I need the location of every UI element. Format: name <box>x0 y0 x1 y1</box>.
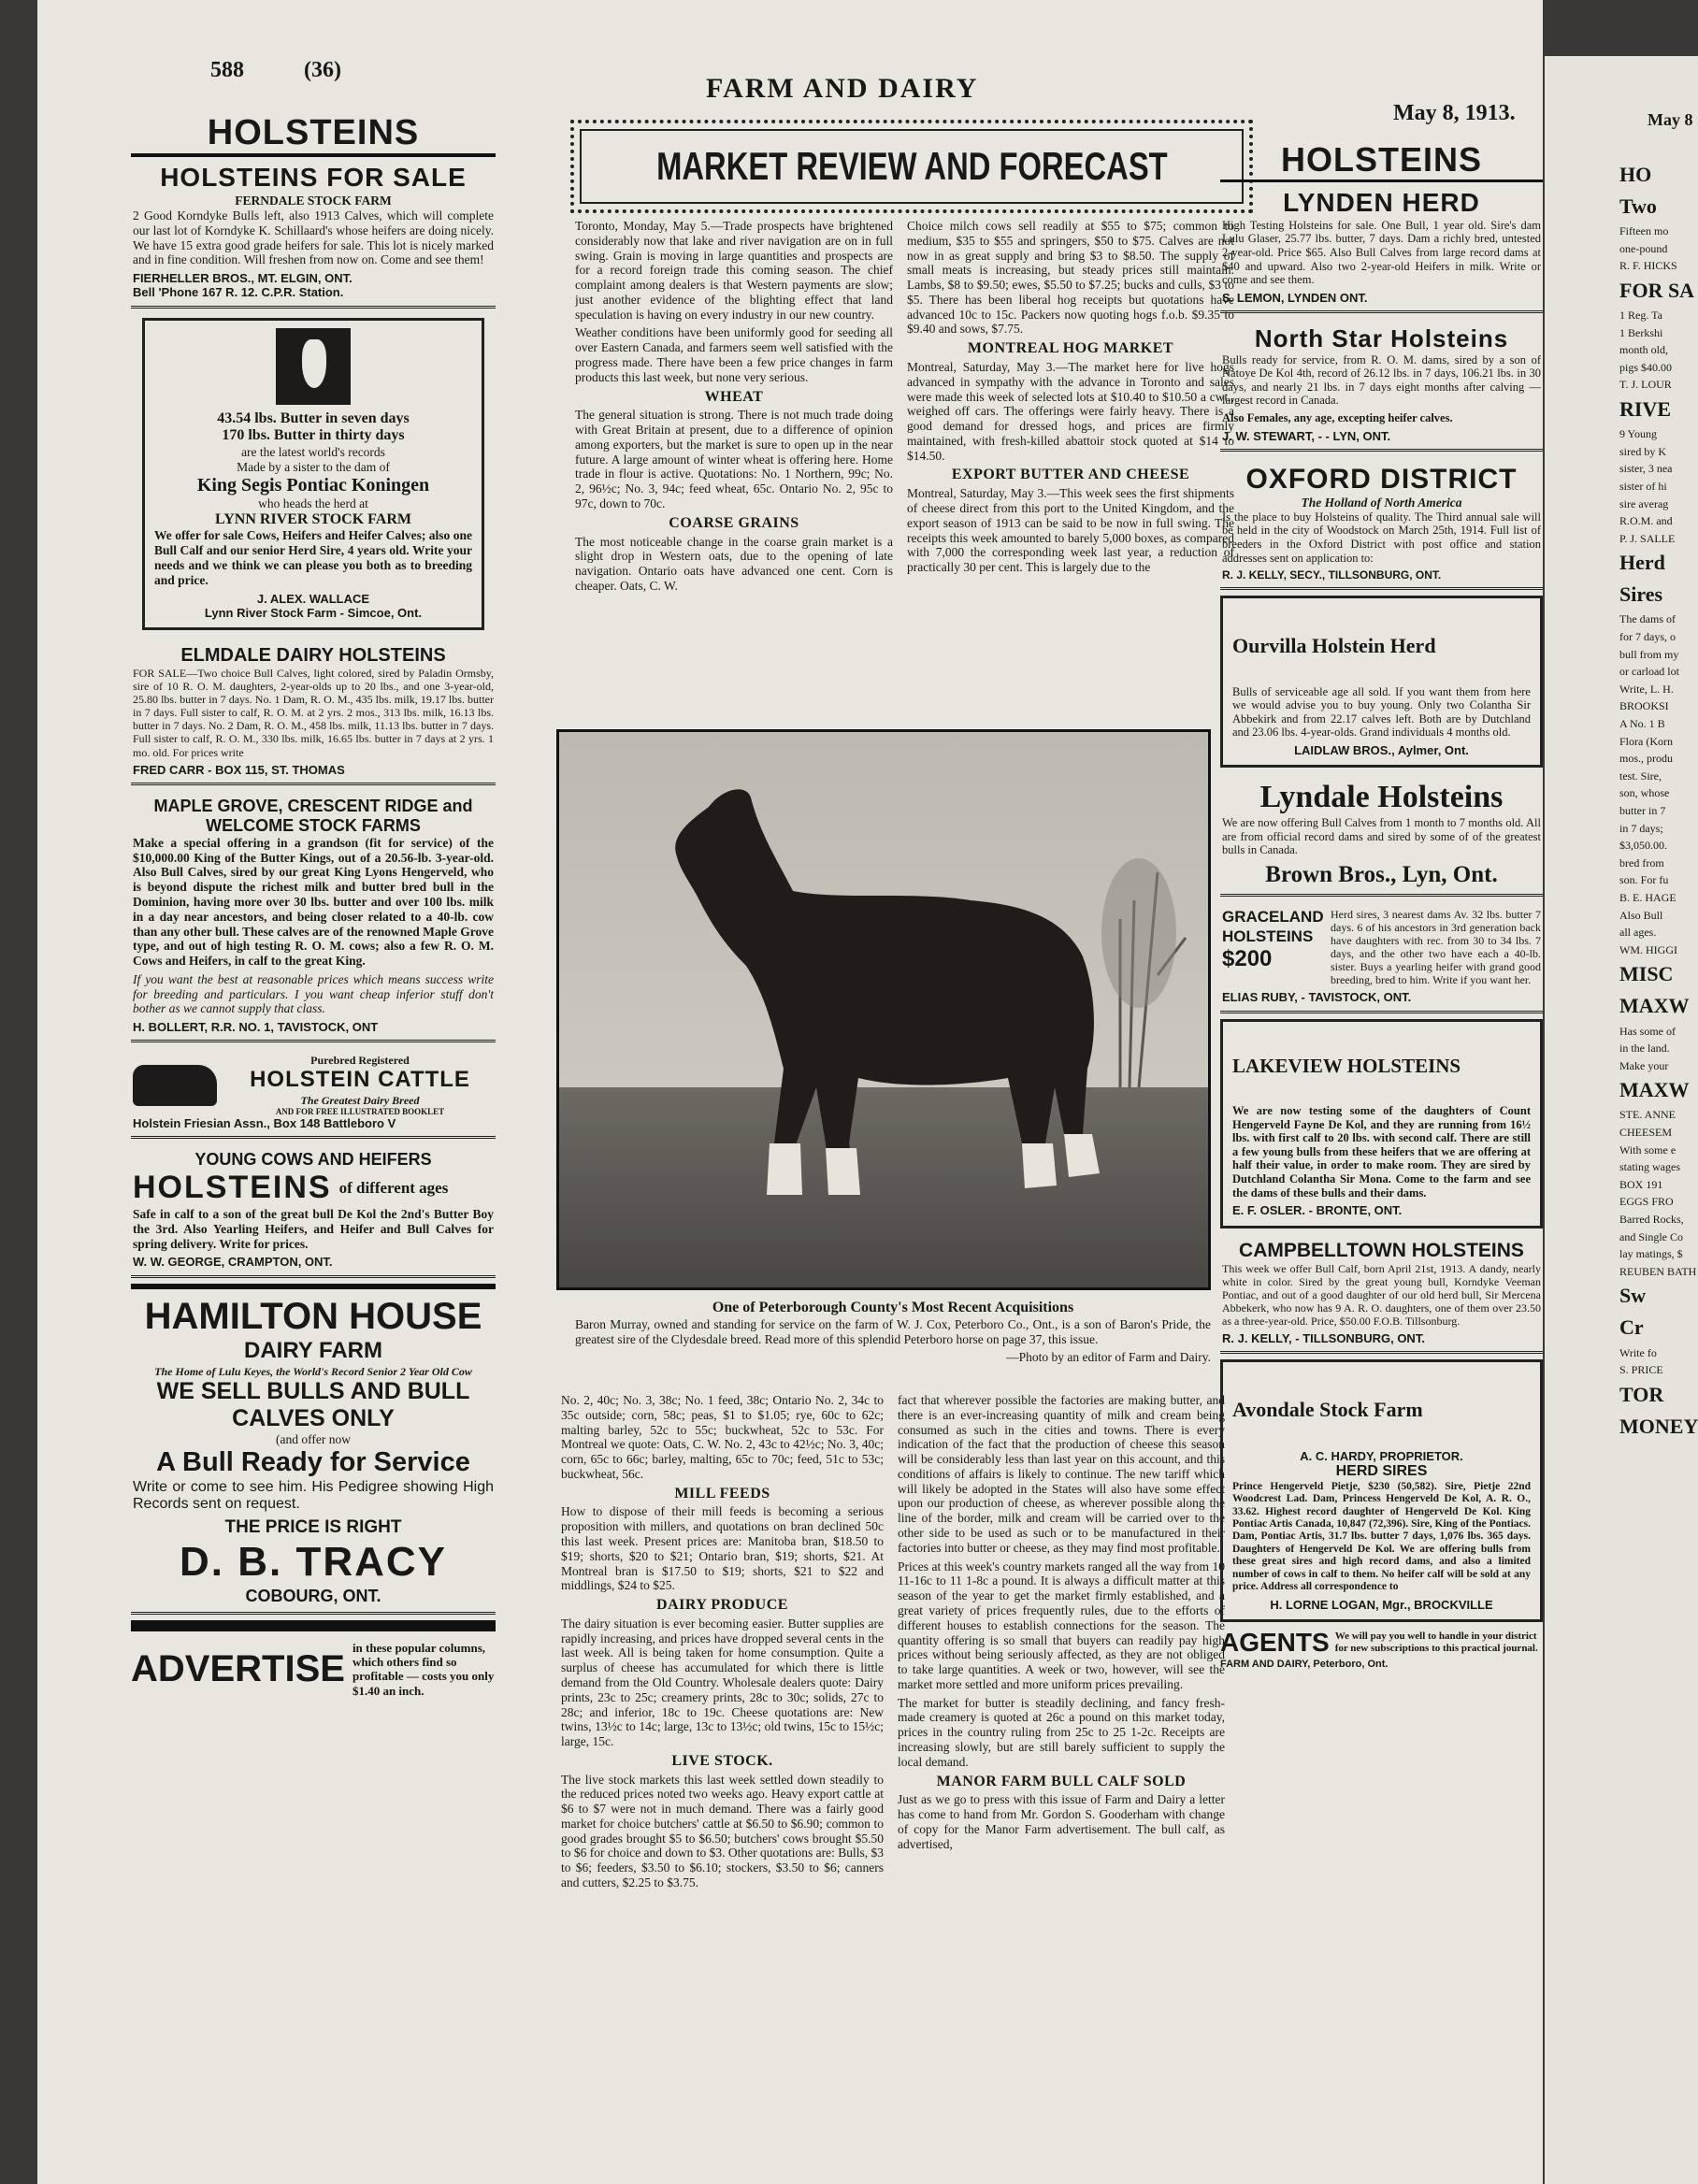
ad-body: Write or come to see him. His Pedigree showing High Records sent on request. <box>133 1478 494 1513</box>
country-markets-paragraph: Prices at this week's country markets ranged all the way from 10 11-16c to 11 1-8c a pound. It is always a difficult matter at this season of the year to get the market firmly established, and a great variety of prices frequently rules, due to the efforts of different houses to establish connections for the season. The quantity offering is so small that buyers can readily pay high prices without being seriously affected, as they are not obliged to take large quantities. A week or two, however, will see the market more settled and more uniform prices prevailing. <box>898 1559 1225 1691</box>
market-column-4 <box>898 1393 1225 2029</box>
adjacent-page-fragment: BOX 191 <box>1619 1177 1663 1191</box>
ad-title: MAPLE GROVE, CRESCENT RIDGE and WELCOME STOCK FARMS <box>153 796 473 835</box>
adjacent-page-fragment: P. J. SALLE <box>1619 531 1676 545</box>
ad-title: GRACELAND HOLSTEINS <box>1222 908 1324 945</box>
butter-paragraph: The market for butter is steadily declining, and fancy fresh-made creamery is quoted at 26c a pound on this market today, prices in the country ruling from 25c to 25 1-2c. Receipts are increasing slowly, but are still barely sufficient to supply the local demand. <box>898 1695 1225 1769</box>
market-weather-paragraph: Weather conditions have been uniformly good for seeding all over Eastern Canada, and farmers seem well satisfied with the progress made. There have been a few price changes in farm products this last week, but none very serious. <box>575 325 893 384</box>
ad-body: We are now offering Bull Calves from 1 month to 7 months old. All are from official record dams and sired by some of of the greatest bulls in Canada. <box>1222 816 1541 857</box>
ad-title: ADVERTISE <box>131 1647 345 1689</box>
ad-line1: The Home of Lulu Keyes, the World's Record Senior 2 Year Old Cow <box>154 1364 472 1378</box>
newspaper-page <box>37 0 1543 2184</box>
adjacent-page-fragment: TOR <box>1619 1382 1664 1406</box>
ad-signature-line2: Lynn River Stock Farm - Simcoe, Ont. <box>204 605 423 620</box>
grains-continued: No. 2, 40c; No. 3, 38c; No. 1 feed, 38c; Ontario No. 2, 34c to 35c outside; corn, 58c; peas, $1 to $1.05; rye, 60c to 62c; malting barley, 52c to 55c; buckwheat, 52c to 53c. For Montreal we quote: Oats, C. W. No. 2, 43c to 42½c; No. 3, 40c; corn, 65c to 66c; barley, malting, 65c to 70c; feed, 51c to 53c; buckwheat, 56c. <box>561 1393 884 1481</box>
adjacent-page-fragment: Sires <box>1619 582 1663 607</box>
photo-credit: —Photo by an editor of Farm and Dairy. <box>1006 1350 1211 1365</box>
left-ads-column <box>131 112 496 2019</box>
ad-signature: Brown Bros., Lyn, Ont. <box>1265 861 1498 887</box>
ad-title: North Star Holsteins <box>1254 324 1509 353</box>
north-star-ad <box>1220 319 1543 452</box>
adjacent-page-fragment: With some e <box>1619 1142 1676 1157</box>
adjacent-page-fragment: butter in 7 <box>1619 804 1666 817</box>
adjacent-page-fragment: CHEESEM <box>1619 1126 1673 1139</box>
ad-signature: LAIDLAW BROS., Aylmer, Ont. <box>1294 743 1469 758</box>
ad-body: Make a special offering in a grandson (fit for service) of the $10,000.00 King of the Butter Kings, out of a 20.56-lb. 3-year-old. Also Bull Calves, sired by our great King Lyons Hengerveld, who is beyond dispute the richest milk and butter bred bull in the Dominion, having more over 30 lbs. butter and over 100 lbs. milk in a day near ancestors, and being closer related to a 40-lb. cow than any other bull. These calves are of the renowned Maple Grove type, and out of high testing R. O. M. cows; also a few R. O. M. Cows and Heifers, in calf to the great King. <box>133 835 494 969</box>
adjacent-page-fragment: mos., produ <box>1619 752 1673 766</box>
ad-title: CAMPBELLTOWN HOLSTEINS <box>1239 1239 1524 1261</box>
market-title-box <box>570 120 1253 213</box>
adjacent-page-fragment: sire averag <box>1619 496 1669 510</box>
adjacent-page-fragment: Also Bull <box>1619 908 1663 922</box>
graceland-ad <box>1220 902 1543 1013</box>
adjacent-page-fragment: month old, <box>1619 343 1669 357</box>
ourvilla-ad <box>1220 596 1543 768</box>
market-column-3 <box>561 1393 884 2029</box>
livestock-prices-paragraph: Choice milch cows sell readily at $55 to $75; common to medium, $35 to $55 and springers, $50 to $75. Calves are not now in as great supply and bring $3 to $8.50. The supply of small meats is increasing, but steady prices still maintain. Lambs, $8 to $9.50; ewes, $5.50 to $7.25; bucks and culls, $3 to $5. There has been liberal hog receipts but quotations have advanced 10c to 15c. Packers now quoting hogs f.o.b. $9.35 to $9.40 and sows, $7.75. <box>907 219 1234 337</box>
horse-photo <box>556 729 1211 1290</box>
ad-line1: 43.54 lbs. Butter in seven days <box>217 410 410 426</box>
adjacent-page-fragment: sister, 3 nea <box>1619 462 1673 476</box>
photo-caption <box>575 1300 1211 1386</box>
adjacent-page-fragment: sister of hi <box>1619 479 1667 493</box>
adjacent-page-fragment: and Single Co <box>1619 1229 1683 1243</box>
mill-paragraph: How to dispose of their mill feeds is becoming a serious proposition with millers, and quotations on bran declined 50c this last week. Present prices are: Manitoba bran, $18.50 to $19; shorts, $20 to $21; Ontario bran, $19; shorts, $21. At Montreal bran is $17.50 to $19; shorts, $21 to $22 and middlings, $24 to $25. <box>561 1504 884 1593</box>
dairy-paragraph: The dairy situation is ever becoming easier. Butter supplies are rapidly increasing, and prices have dropped several cents in the last week. All is being taken for home consumption. Quite a surplus of cheese has accumulated for which there is little demand from the Old Country. Wholesale dealers quote: Dairy prints, 23c to 25c; creamery prints, 28c to 30c; solids, 27c to 28c; and inferior, 18c to 19c. Cheese quotations are: New twins, 13½c to 14c; large, 13c to 13½c; old twins, 15c to 15½c; large, 15c. <box>561 1616 884 1749</box>
right-ads-column <box>1220 140 1543 2029</box>
advertise-ad <box>131 1641 496 1698</box>
ad-body: Safe in calf to a son of the great bull De Kol the 2nd's Butter Boy the 3rd. Also Yearling Heifers, and Heifer and Bull Calves for spring delivery. Write for prices. <box>133 1207 494 1251</box>
ad-line3: (and offer now <box>276 1432 351 1447</box>
livestock-paragraph: The live stock markets this last week settled down steadily to the reduced prices noted two weeks ago. Heavy export cattle at $6 to $7 were not in much demand. There was a fairly good market for choice butchers' cattle at $6.50 to $6.90; common to good grades brought $5 to $6.50; butchers' cows brought $5.50 to $6 for choice and down to $3. Other quotations are: Bulls, $3 to $6; feeders, $3.50 to $6.10; stockers, $3.50 to $6; canners and cutters, $2.25 to $3.75. <box>561 1772 884 1890</box>
adjacent-page-fragment: B. E. HAGE <box>1619 890 1676 904</box>
caption-body: Baron Murray, owned and standing for service on the farm of W. J. Cox, Peterboro Co., Ont., is a son of Baron's Pride, the greatest sire of the Clydesdale breed. Read more of this splendid Peterboro horse on page 37, this issue. <box>575 1316 1211 1346</box>
ad-town: COBOURG, ONT. <box>245 1586 381 1605</box>
adjacent-page-fragment: Barred Rocks, <box>1619 1212 1684 1226</box>
manor-paragraph: Just as we go to press with this issue of Farm and Dairy a letter has come to hand from Mr. Gordon S. Gooderham with change of copy for the Manor Farm advertisement. The bull calf, as advertised, <box>898 1792 1225 1851</box>
maple-grove-ad <box>131 791 496 1043</box>
ad-title: HOLSTEINS <box>133 1170 332 1206</box>
campbelltown-ad <box>1220 1234 1543 1355</box>
ad-signature: J. ALEX. WALLACE <box>256 591 370 606</box>
ad-italic-note: If you want the best at reasonable prices which means success write for breeding and particulars. I you want cheap inferior stuff don't bother as we cannot supply that class. <box>133 971 494 1016</box>
ferndale-ad <box>131 157 496 308</box>
adjacent-page-fragment: MAXW <box>1619 1078 1690 1102</box>
adjacent-page-fragment: lay matings, $ <box>1619 1247 1683 1261</box>
ad-title: Ourvilla Holstein Herd <box>1232 633 1436 657</box>
adjacent-page-fragment: T. J. LOUR <box>1619 378 1672 392</box>
ad-body: FOR SALE—Two choice Bull Calves, light colored, sired by Paladin Ormsby, sire of 10 R. O. M. daughters, 2-year-olds up to 20 lbs., and one 3-year-old, 25.80 lbs. butter in 7 days. No. 1 Dam, R. O. M., 435 lbs. milk, 19.17 lbs. butter in 7 days. Full sister to calf, R. O. M. at 2 yrs. 2 mos., 313 lbs. milk, 16.13 lbs. butter in 7 days. No. 2 Dam, R. O. M., 458 lbs. milk, 11.13 lbs. butter in 7 days. Full sister to calf, R. O. M., 330 lbs. milk, 16.65 lbs. butter in 7 days at 2 yrs. 1 mo. old. For prices write <box>133 667 494 759</box>
ad-line1: Purebred Registered <box>310 1054 410 1068</box>
ad-subtitle: DAIRY FARM <box>243 1338 382 1364</box>
ad-signature: Holstein Friesian Assn., Box 148 Battleboro V <box>133 1116 396 1131</box>
adjacent-page-fragment: in the land. <box>1619 1042 1670 1056</box>
ad-line5: THE PRICE IS RIGHT <box>224 1517 402 1538</box>
ad-signature: ELIAS RUBY, - TAVISTOCK, ONT. <box>1222 990 1412 1005</box>
adjacent-page-fragment: 1 Reg. Ta <box>1619 309 1662 323</box>
caption-title: One of Peterborough County's Most Recent Acquisitions <box>712 1300 1074 1315</box>
ad-signature-line2: Bell 'Phone 167 R. 12. C.P.R. Station. <box>133 285 344 300</box>
adjacent-page-fragment: MISC <box>1619 962 1674 986</box>
cattle-icon <box>133 1065 217 1106</box>
ad-title: Lyndale Holsteins <box>1259 780 1504 815</box>
ad-body: We offer for sale Cows, Heifers and Heifer Calves; also one Bull Calf and our senior Herd Sire, 4 years old. Write your needs and we think we can please you both as to breeding and price. <box>154 528 472 587</box>
masthead-title: FARM AND DAIRY <box>706 73 979 104</box>
ad-proprietor: A. C. HARDY, PROPRIETOR. <box>1300 1448 1463 1463</box>
adjacent-page-fragment: REUBEN BATH <box>1619 1264 1697 1278</box>
divider <box>131 1620 496 1631</box>
ad-name: D. B. TRACY <box>180 1539 447 1586</box>
ad-price: $200 <box>1222 945 1273 971</box>
lakeview-ad <box>1220 1019 1543 1228</box>
adjacent-page-fragment: all ages. <box>1619 926 1657 940</box>
ad-title: Avondale Stock Farm <box>1232 1397 1423 1421</box>
adjacent-page-fragment: in 7 days; <box>1619 821 1663 835</box>
ad-body: We will pay you well to handle in your district for new subscriptions to this practical journal. <box>1334 1631 1538 1655</box>
adjacent-page-fragment: Sw <box>1619 1284 1647 1308</box>
adjacent-page-fragment: stating wages <box>1619 1160 1680 1174</box>
ad-body: This week we offer Bull Calf, born April 21st, 1913. A dandy, nearly white in color. Sired by the great young bull, Korndyke Veeman Pontiac, and out of a good daughter of our old herd bull, Sir Mercena Abbekerk, who now has 9 A. R. O. daughters, one of them over 23.50 as a three-year-old. Price, $50.00 F.O.B. Tillsonburg. <box>1222 1262 1541 1329</box>
ad-body: in these popular columns, which others find so profitable — costs you only $1.40 an inch. <box>352 1640 495 1698</box>
ad-title: ELMDALE DAIRY HOLSTEINS <box>180 644 446 666</box>
market-title: MARKET REVIEW AND FORECAST <box>655 144 1168 188</box>
cow-head-shape <box>302 339 326 388</box>
column-heading: HOLSTEINS <box>1220 140 1543 182</box>
ad-signature: FRED CARR - BOX 115, ST. THOMAS <box>133 762 345 777</box>
lyndale-ad <box>1220 773 1543 897</box>
adjacent-page-fragment: Flora (Korn <box>1619 734 1673 748</box>
adjacent-page-fragment: RIVE <box>1619 397 1672 422</box>
adjacent-page-fragment: Write, L. H. <box>1619 682 1674 696</box>
adjacent-page-fragment: S. PRICE <box>1619 1363 1663 1377</box>
george-ad <box>131 1144 496 1277</box>
ad-farm: LYNN RIVER STOCK FARM <box>215 510 411 527</box>
adjacent-page-fragment: Two <box>1619 194 1657 219</box>
adjacent-page-fragment: Make your <box>1619 1058 1669 1072</box>
adjacent-page-fragment: for 7 days, o <box>1619 630 1676 644</box>
ad-signature: W. W. GEORGE, CRAMPTON, ONT. <box>133 1255 333 1270</box>
ad-signature: H. BOLLERT, R.R. NO. 1, TAVISTOCK, ONT <box>133 1020 379 1035</box>
ad-line2: 170 lbs. Butter in thirty days <box>222 427 405 444</box>
adjacent-page-fragment: Herd <box>1619 551 1665 575</box>
ad-body-2: Also Females, any age, excepting heifer calves. <box>1222 411 1453 425</box>
adjacent-page-fragment: FOR SA <box>1619 278 1695 302</box>
ad-signature: E. F. OSLER. - BRONTE, ONT. <box>1232 1203 1403 1218</box>
adjacent-page-fragment: son. For fu <box>1619 873 1669 887</box>
market-column-2 <box>907 219 1234 742</box>
adjacent-page-fragment: Has some of <box>1619 1024 1676 1038</box>
elmdale-ad <box>131 639 496 785</box>
ad-line5: who heads the herd at <box>258 496 368 510</box>
adjacent-page-fragment: bull from my <box>1619 647 1679 661</box>
section-heading-export: EXPORT BUTTER AND CHEESE <box>951 467 1190 483</box>
cow-head-logo <box>276 328 351 405</box>
ad-line3: are the latest world's records <box>241 444 385 459</box>
section-heading-dairy: DAIRY PRODUCE <box>656 1597 788 1614</box>
section-heading-manor: MANOR FARM BULL CALF SOLD <box>936 1773 1187 1789</box>
adjacent-page-fragment: MAXW <box>1619 994 1690 1018</box>
ad-line2: The Greatest Dairy Breed <box>300 1093 420 1107</box>
ad-sires-heading: HERD SIRES <box>1335 1462 1428 1479</box>
adjacent-page-fragment: pigs $40.00 <box>1619 360 1673 374</box>
issue-date: May 8, 1913. <box>1393 101 1516 125</box>
wheat-paragraph: The general situation is strong. There is not much trade doing with Great Britain at present, due to a difference of opinion among exporters, but the market is sure to open up in the near future. A large amount of winter wheat is offering here. Home trade in flour is active. Quotations: No. 1 Northern, 99c; No. 2, 96½c; No. 3, 94c; feed wheat, 65c. Ontario No. 2, 95c to 97c, down to 70c. <box>575 408 893 510</box>
adjacent-page-date: May 8 <box>1648 110 1693 129</box>
ad-signature: FIERHELLER BROS., MT. ELGIN, ONT. <box>133 271 353 286</box>
ad-title: HOLSTEINS FOR SALE <box>160 163 467 193</box>
adjacent-page-fragment: 1 Berkshi <box>1619 325 1663 339</box>
adjacent-page-fragment: $3,050.00. <box>1619 839 1667 853</box>
adjacent-page-fragment: HO <box>1619 163 1652 186</box>
export-paragraph: Montreal, Saturday, May 3.—This week sees the first shipments of cheese direct from this port to the United Kingdom, and the export season of 1913 can be said to be now in full swing. The receipts this week amounted to barely 5,000 boxes, as compared with 7,000 the corresponding week last year, a reduction of practically 30 per cent. This is largely due to the <box>907 486 1234 575</box>
adjacent-page-fragment: or carload lot <box>1619 665 1679 679</box>
ad-signature: J. W. STEWART, - - LYN, ONT. <box>1222 428 1391 443</box>
adjacent-page-fragment: R.O.M. and <box>1619 514 1673 528</box>
holstein-association-ad <box>131 1048 496 1139</box>
ad-line4: Made by a sister to the dam of <box>237 459 390 474</box>
ad-subtitle: FERNDALE STOCK FARM <box>235 194 392 208</box>
adjacent-page-fragment: son, whose <box>1619 786 1670 800</box>
issue-number: (36) <box>304 58 341 82</box>
adjacent-page-fragment: test. Sire, <box>1619 769 1662 783</box>
market-intro-paragraph: Toronto, Monday, May 5.—Trade prospects have brightened considerably now that lake and river navigation are on in full swing. Grain is moving in large quantities and prospects are for a record foreign trade this coming season. The chief complaint among dealers is that Western payments are slow; just another evidence of the blighting effect that land speculation is having on every industry in our new country. <box>575 219 893 322</box>
ad-title: LYNDEN HERD <box>1283 188 1480 218</box>
hog-paragraph: Montreal, Saturday, May 3.—The market here for live hogs advanced in sympathy with the advance in Toronto and sales were made this week of selected lots at $10.40 to $10.50 a cwt., weighed off cars. The offerings were fairly heavy. There is a good demand for dressed hogs, and prices are firmly maintained, with fresh-killed abattoir stock quoted at $14 to $14.50. <box>907 359 1234 463</box>
ad-body: Prince Hengerveld Pietje, $230 (50,582). Sire, Pietje 22nd Woodcrest Lad. Dam, Princess Hengerveld De Kol, A. R. O., 33.62. Highest record daughter of Hengerveld De Kol. King Pontiac Artis Canada, 10,847 (72,396). Sire, King of the Pontiacs. Dam, Pontiac Artis, 31.7 lbs. butter 7 days, 1,076 lbs. 365 days. Daughters of Hengerveld De Kol. We are offering bulls from these great sires and high record dams, and also a limited number of cows in calf to them. No heifer calf will be sold at any price. Address all correspondence to <box>1232 1480 1531 1593</box>
ad-body: Bulls ready for service, from R. O. M. dams, sired by a son of Natoye De Kol 4th, record of 26.12 lbs. in 7 days, 106.21 lbs. in 30 days, and nearly 21 lbs. in 7 days eight months after calving — largest record in Canada. <box>1222 352 1541 408</box>
oxford-ad <box>1220 457 1543 590</box>
ad-body: Bulls of serviceable age all sold. If you want them from here we would advise you to buy young. Only two Colantha Sir Abbekirk and from 22.17 calves left. Both are by Dutchland and 23.06 lbs. 4-year-olds. Grand individuals 4 months old. <box>1232 684 1531 740</box>
ad-signature: R. J. KELLY, SECY., TILLSONBURG, ONT. <box>1222 568 1442 582</box>
adjacent-page-fragment: STE. ANNE <box>1619 1108 1676 1122</box>
ad-signature: R. J. KELLY, - TILLSONBURG, ONT. <box>1222 1331 1425 1346</box>
ad-body: Herd sires, 3 nearest dams Av. 32 lbs. butter 7 days. 6 of his ancestors in 3rd generation back have daughters with rec. from 30 to 34 lbs. 7 days, and the other two have each a 40-lb. sister. Buys a yearling heifer with grand good breeding, bred to him. Write if you want her. <box>1331 908 1541 987</box>
hamilton-house-ad <box>131 1284 496 1615</box>
adjacent-page-fragment: Fifteen mo <box>1619 224 1669 238</box>
ad-title: LAKEVIEW HOLSTEINS <box>1232 1055 1461 1078</box>
adjacent-page-fragment: BROOKSI <box>1619 699 1669 713</box>
section-heading-grains: COARSE GRAINS <box>669 514 799 531</box>
adjacent-page-fragments <box>1619 159 1698 2169</box>
page-number: 588 <box>210 58 244 82</box>
ad-line3: AND FOR FREE ILLUSTRATED BOOKLET <box>275 1106 445 1116</box>
ad-line4: A Bull Ready for Service <box>156 1446 470 1477</box>
adjacent-page-fragment: WM. HIGGI <box>1619 942 1677 956</box>
lynden-ad <box>1220 182 1543 313</box>
ad-signature: H. LORNE LOGAN, Mgr., BROCKVILLE <box>1270 1597 1493 1612</box>
ad-title: OXFORD DISTRICT <box>1245 463 1518 495</box>
ad-line1: YOUNG COWS AND HEIFERS <box>194 1150 432 1170</box>
adjacent-page-fragment: 9 Young <box>1619 427 1658 441</box>
ad-signature: S. LEMON, LYNDEN ONT. <box>1222 290 1368 305</box>
ad-body: High Testing Holsteins for sale. One Bull, 1 year old. Sire's dam Lulu Glaser, 25.77 lbs. butter, 7 days. Dam a richly bred, untested 2-year-old. Price $65. Also Bull Calves from large record dams at $40 and upward. Also two 2-year-old Heifers in milk. Write or come and see them. <box>1222 218 1541 287</box>
ad-title: HAMILTON HOUSE <box>144 1295 482 1337</box>
avondale-ad <box>1220 1359 1543 1621</box>
ad-title: HOLSTEIN CATTLE <box>250 1067 470 1093</box>
adjacent-page-fragment: MONEY <box>1619 1414 1698 1438</box>
ad-name: King Segis Pontiac Koningen <box>196 474 430 496</box>
adjacent-page-fragment: bred from <box>1619 855 1664 869</box>
cheese-paragraph: fact that wherever possible the factories are making butter, and there is an ever-increasing quantity of milk and cream being consumed as such in the cities and towns. There is every indication of the fact that the production of cheese this season will be considerably less than last year on this account, and this conditions of affairs is likely to continue. The new tariff which will likely be adopted in the States will also have some effect upon our production of cheese, as wherever possible along the line of the border, milk and cream will be carried over to the other side to be used as such or to be manufactured in their factories into butter or cheese, as they may find most profitable. <box>898 1393 1225 1555</box>
ad-title: AGENTS <box>1220 1627 1330 1657</box>
horse-photo-image <box>559 732 1208 1287</box>
section-heading-wheat: WHEAT <box>704 388 764 405</box>
ad-suffix: of different ages <box>338 1179 449 1198</box>
lynn-river-ad <box>142 318 484 630</box>
market-column-1 <box>575 219 893 742</box>
agents-ad <box>1220 1628 1543 1659</box>
section-heading-mill: MILL FEEDS <box>674 1485 770 1502</box>
section-heading-livestock: LIVE STOCK. <box>671 1752 773 1769</box>
ad-signature: FARM AND DAIRY, Peterboro, Ont. <box>1220 1658 1389 1670</box>
adjacent-page-fragment: The dams of <box>1619 612 1676 626</box>
ad-body: 2 Good Korndyke Bulls left, also 1913 Calves, which will complete our last lot of Korndyke K. Schillaard's whose heifers are doing nicely. We have 15 extra good grade heifers for sale. This lot is nicely marked and in fine condition. Will freshen from now on. Come and see them! <box>133 208 494 267</box>
adjacent-page-fragment: A No. 1 B <box>1619 717 1665 731</box>
ad-body: We are now testing some of the daughters of Count Hengerveld Fayne De Kol, and they are running from 16½ lbs. with first calf to 20 lbs. with second calf. There are still a few young bulls from these heifers that we are offering at half their value, in order to make room. They are sired by Dutchland Colantha Sir Mona. Come to the farm and see the dams of these bulls and their dams. <box>1232 1103 1531 1200</box>
adjacent-page-fragment: EGGS FRO <box>1619 1195 1674 1209</box>
grains-paragraph: The most noticeable change in the coarse grain market is a slight drop in Western oats, due to the opening of late navigation. Ontario oats have advanced one cent. Corn is cheaper. Oats, C. W. <box>575 534 893 593</box>
adjacent-page <box>1545 56 1698 2184</box>
adjacent-page-fragment: Write fo <box>1619 1345 1657 1359</box>
adjacent-page-fragment: sired by K <box>1619 444 1666 458</box>
ad-line2: WE SELL BULLS AND BULL CALVES ONLY <box>156 1377 470 1431</box>
adjacent-page-fragment: Cr <box>1619 1315 1644 1340</box>
column-heading: HOLSTEINS <box>131 112 496 157</box>
adjacent-page-fragment: one-pound <box>1619 241 1668 255</box>
ad-body: Is the place to buy Holsteins of quality. The Third annual sale will be held in the city of Woodstock on March 25th, 1914. Full list of breeders in the Oxford District with post office and station addresses sent on application to: <box>1222 510 1541 565</box>
adjacent-page-fragment: R. F. HICKS <box>1619 259 1677 273</box>
ad-subtitle: The Holland of North America <box>1301 496 1462 510</box>
section-heading-hog: MONTREAL HOG MARKET <box>967 340 1174 357</box>
